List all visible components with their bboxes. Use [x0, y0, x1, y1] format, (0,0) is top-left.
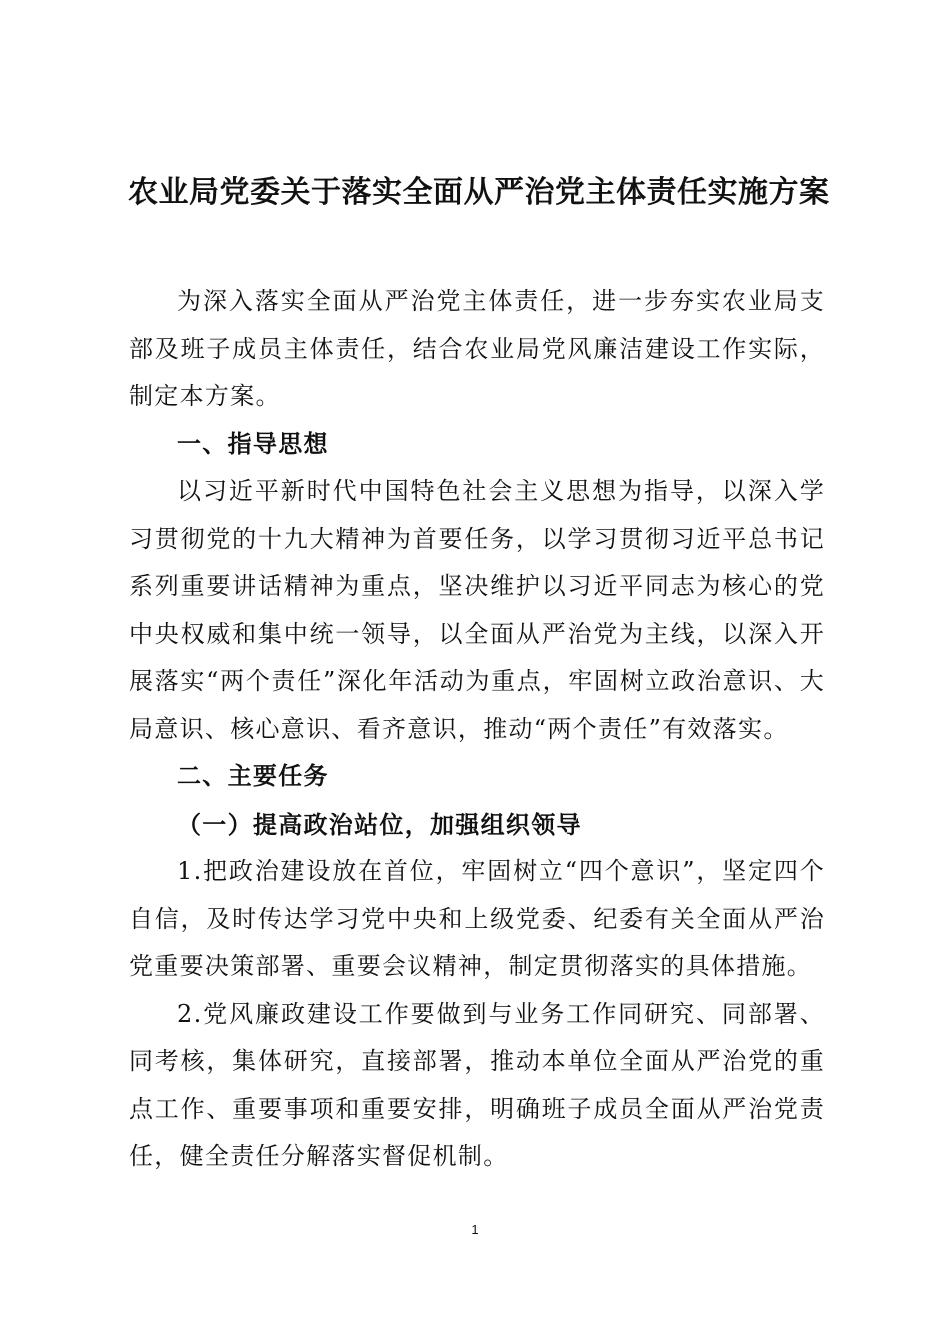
- intro-paragraph: 为深入落实全面从严治党主体责任，进一步夯实农业局支部及班子成员主体责任，结合农业局党风廉洁建设工作实际，制定本方案。: [129, 287, 825, 410]
- task-item-1: 1.把政治建设放在首位，牢固树立“四个意识”，坚定四个自信，及时传达学习党中央和上级党委、纪委有关全面从严治党重要决策部署、重要会议精神，制定贯彻落实的具体措施。: [129, 857, 825, 980]
- document-title: 农业局党委关于落实全面从严治党主体责任实施方案: [128, 175, 830, 210]
- section-heading-main-tasks: 二、主要任务: [177, 762, 329, 790]
- subsection-heading-political-stance: （一）提高政治站位，加强组织领导: [177, 809, 582, 839]
- task-item-2: 2.党风廉政建设工作要做到与业务工作同研究、同部署、同考核，集体研究，直接部署，推动本单位全面从严治党的重点工作、重要事项和重要安排，明确班子成员全面从严治党责任，健全责任分解落实督促机制。: [129, 999, 825, 1170]
- page-number: 1: [471, 1222, 479, 1237]
- guiding-ideology-paragraph: 以习近平新时代中国特色社会主义思想为指导，以深入学习贯彻党的十九大精神为首要任务，以学习贯彻习近平总书记系列重要讲话精神为重点，坚决维护以习近平同志为核心的党中央权威和集中统一领导，以全面从严治党为主线，以深入开展落实“两个责任”深化年活动为重点，牢固树立政治意识、大局意识、核心意识、看齐意识，推动“两个责任”有效落实。: [129, 477, 825, 743]
- section-heading-guiding-ideology: 一、指导思想: [177, 429, 329, 458]
- document-body: [129, 278, 825, 1181]
